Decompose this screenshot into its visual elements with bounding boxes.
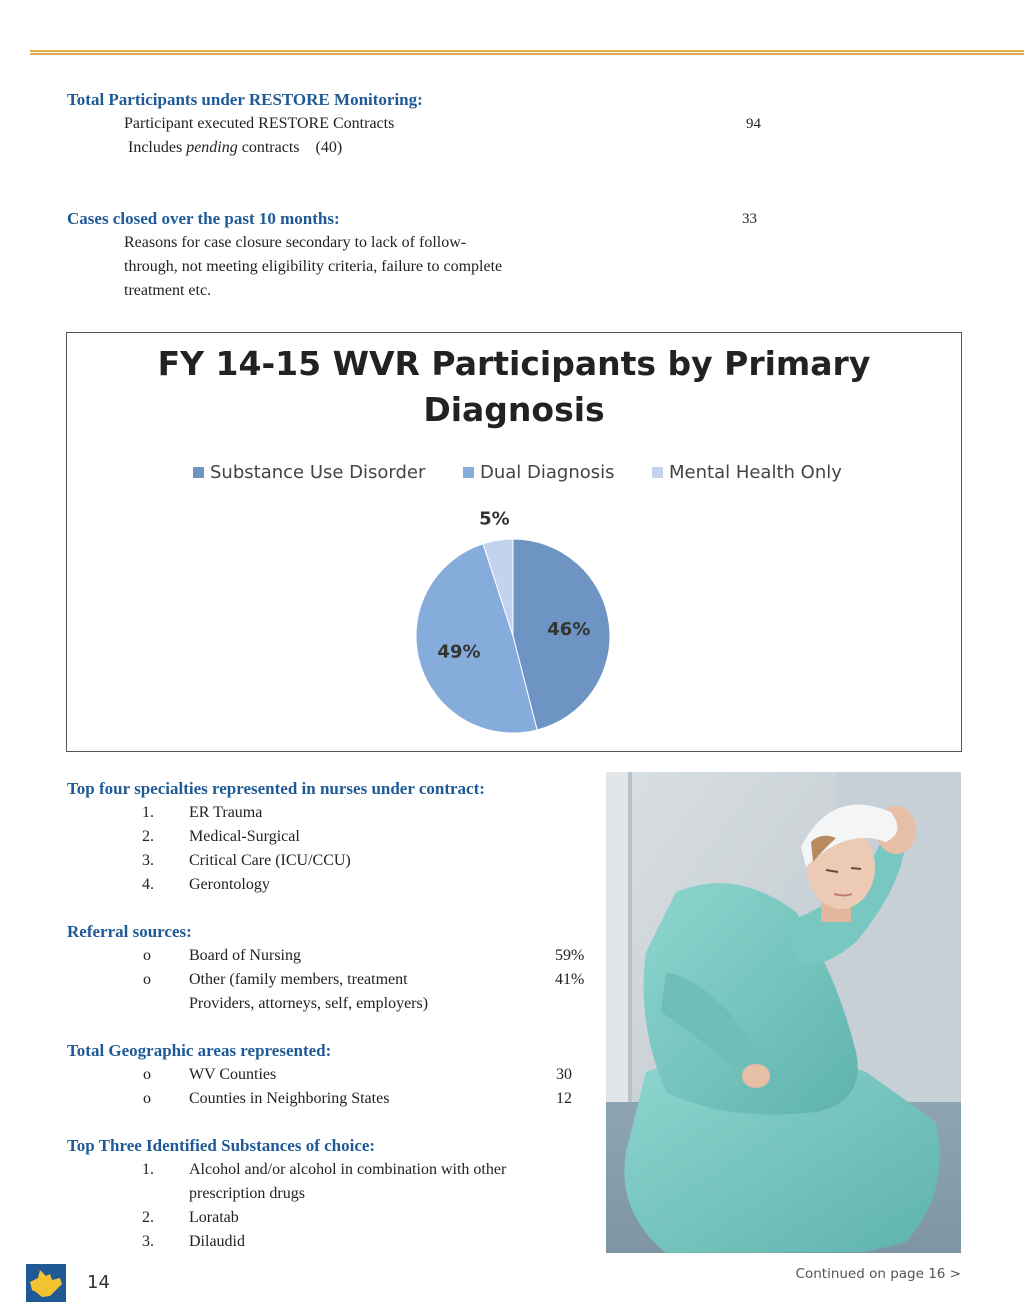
cases-closed-reason-line: treatment etc. [124, 282, 212, 299]
list-item: Board of Nursing [189, 947, 301, 964]
list-item-continuation: Providers, attorneys, self, employers) [189, 995, 429, 1012]
wv-logo-icon [26, 1264, 66, 1302]
cases-closed-value: 33 [742, 211, 757, 227]
list-bullet: o [143, 1090, 151, 1107]
list-bullet: o [143, 947, 151, 964]
list-item: Medical-Surgical [189, 828, 300, 845]
list-value: 59% [555, 947, 585, 964]
nurse-photo [606, 772, 961, 1253]
monitoring-contracts-value: 94 [746, 116, 761, 132]
list-value: 41% [555, 971, 585, 988]
specialties-heading: Top four specialties represented in nurses under contract: [67, 779, 485, 798]
list-item: ER Trauma [189, 804, 263, 821]
monitoring-contracts-label: Participant executed RESTORE Contracts [124, 115, 395, 132]
list-number: 2. [142, 828, 154, 845]
pie-data-label: 46% [547, 618, 591, 640]
list-item: WV Counties [189, 1066, 277, 1083]
list-number: 2. [142, 1209, 154, 1226]
list-item: Dilaudid [189, 1233, 245, 1250]
nurse-illustration [606, 772, 961, 1253]
list-bullet: o [143, 971, 151, 988]
cases-closed-reason-line: through, not meeting eligibility criteria, failure to complete [124, 258, 503, 275]
continued-link[interactable]: Continued on page 16 > [795, 1266, 961, 1282]
list-item: Other (family members, treatment [189, 971, 408, 988]
list-value: 12 [556, 1090, 572, 1107]
cases-closed-heading: Cases closed over the past 10 months: [67, 209, 340, 228]
list-item: Gerontology [189, 876, 270, 893]
list-number: 3. [142, 1233, 154, 1250]
list-number: 3. [142, 852, 154, 869]
list-item-continuation: prescription drugs [189, 1185, 305, 1202]
substances-heading: Top Three Identified Substances of choice: [67, 1136, 376, 1155]
referrals-heading: Referral sources: [67, 922, 192, 941]
chart-title-line-1: FY 14-15 WVR Participants by Primary [157, 344, 871, 383]
chart-title-line-2: Diagnosis [423, 390, 605, 429]
legend-item-mental-health: Mental Health Only [652, 462, 842, 483]
list-value: 30 [556, 1066, 572, 1083]
list-bullet: o [143, 1066, 151, 1083]
pending-value: (40) [315, 139, 343, 156]
page-number: 14 [87, 1272, 110, 1293]
monitoring-pending-line: Includes pending contracts (40) [128, 139, 343, 156]
cases-closed-reason-line: Reasons for case closure secondary to lack of follow- [124, 234, 467, 251]
legend-item-dual-diagnosis: Dual Diagnosis [463, 462, 615, 483]
list-item: Critical Care (ICU/CCU) [189, 852, 351, 869]
geographic-heading: Total Geographic areas represented: [67, 1041, 332, 1060]
pie-data-label: 49% [437, 641, 481, 663]
list-item: Alcohol and/or alcohol in combination with other [189, 1161, 507, 1178]
list-number: 1. [142, 804, 154, 821]
legend-item-substance-use: Substance Use Disorder [193, 462, 425, 483]
list-item: Loratab [189, 1209, 239, 1226]
wv-logo-shape [26, 1264, 66, 1302]
pending-italic: pending [186, 139, 238, 156]
monitoring-heading: Total Participants under RESTORE Monitoring: [67, 90, 423, 109]
pie-data-label: 5% [479, 508, 510, 530]
list-number: 1. [142, 1161, 154, 1178]
list-item: Counties in Neighboring States [189, 1090, 390, 1107]
list-number: 4. [142, 876, 154, 893]
